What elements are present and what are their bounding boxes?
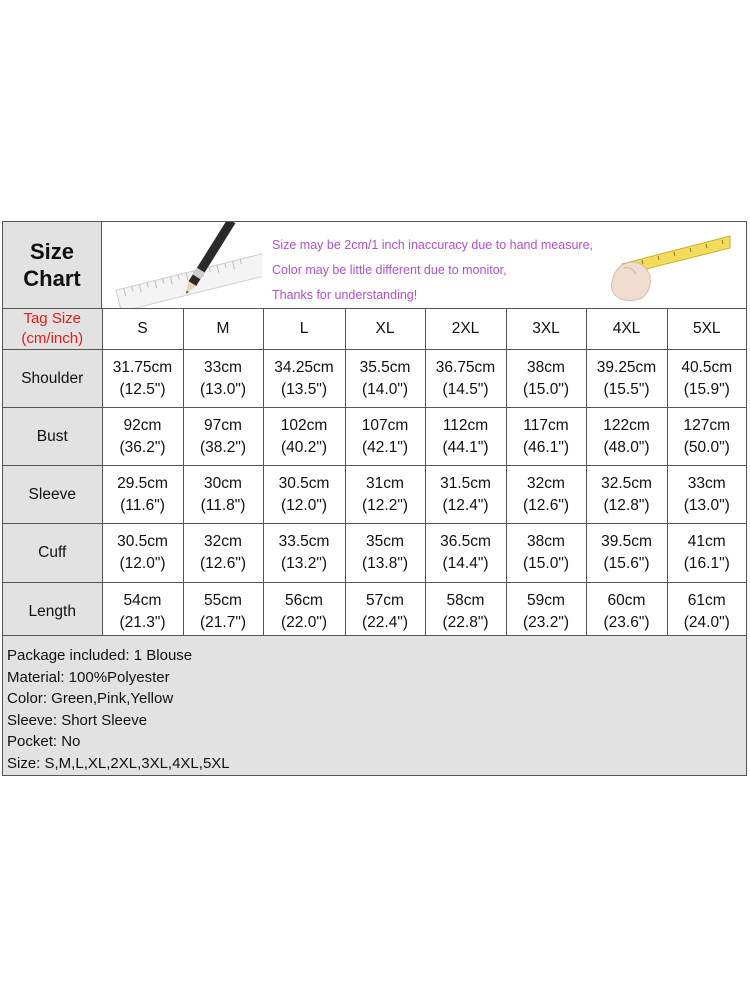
table-row [3,583,746,641]
measurement-cell [102,466,183,524]
title-line-1: Size [29,239,75,264]
measurement-inch: (15.5") [603,380,650,398]
size-header-cell: 5XL [667,309,746,350]
measurement-inch: (40.2") [281,438,327,456]
measurement-cm: 122cm [603,416,650,434]
measurement-cm: 117cm [523,416,569,434]
measurement-cm: 39.25cm [596,358,657,376]
measurement-cell [102,583,183,641]
info-material: Material: 100%Polyester [7,668,170,686]
measurement-cm: 36.75cm [435,358,496,376]
table-row [3,524,746,583]
row-label: Shoulder [3,350,102,408]
measurement-cm: 31.5cm [440,474,491,492]
measurement-cell [345,350,425,408]
measurement-inch: (13.8") [362,555,408,572]
measurement-inch: (16.1") [683,555,730,572]
table-row [3,350,746,408]
measurement-inch: (14.4") [442,555,489,572]
measurement-cell [263,583,345,641]
row-label: Sleeve [3,466,102,524]
measurement-cell [586,583,667,641]
row-label: Length [3,583,102,641]
measurement-cm: 33cm [687,474,726,492]
measurement-cm: 35cm [366,533,404,550]
note-inaccuracy: Size may be 2cm/1 inch inaccuracy due to hand measure, [272,238,594,252]
measurement-cell [425,583,506,641]
tape-measure-icon [602,222,732,308]
info-package: Package included: 1 Blouse [7,647,193,664]
measurement-cm: 56cm [285,591,323,609]
measurement-cm: 60cm [607,591,646,609]
measurement-cm: 38cm [527,358,565,376]
measurement-cell [183,408,263,466]
measurement-cell [263,466,345,524]
row-label: Cuff [3,524,102,583]
tag-size-unit: (cm/inch) [21,330,84,347]
measurement-cell [425,408,506,466]
measurement-cell [667,466,746,524]
measurement-cm: 40.5cm [681,358,733,376]
measurement-cm: 39.5cm [601,533,652,550]
measurement-cell [183,583,263,641]
measurement-cell [345,583,425,641]
measurement-cm: 31cm [366,474,404,492]
measurement-cell [183,350,263,408]
measurement-inch: (22.4") [362,613,408,631]
measurement-cm: 127cm [683,416,731,434]
measurement-cell [506,350,586,408]
note-thanks: Thanks for understanding! [272,288,418,302]
measurement-inch: (21.3") [119,613,166,631]
measurement-inch: (13.5") [281,380,327,398]
measurement-inch: (14.0") [362,380,408,398]
size-chart-title [3,222,102,308]
info-pocket: Pocket: No [7,733,81,751]
measurement-cell [183,466,263,524]
size-chart-header [3,222,746,309]
measurement-cell [425,524,506,583]
measurement-cell [667,524,746,583]
header-banner [102,222,746,308]
measurement-inch: (13.0") [683,496,730,514]
measurement-cell [506,466,586,524]
size-table [3,309,746,641]
size-header-cell: S [102,309,183,350]
size-header-row [3,309,746,350]
table-row [3,466,746,524]
measurement-inch: (15.0") [523,380,569,398]
size-header-cell: L [263,309,345,350]
measurement-inch: (12.2") [362,496,408,514]
measurement-cm: 33cm [204,358,242,376]
measurement-inch: (11.6") [120,496,165,514]
measurement-cm: 97cm [204,416,242,434]
size-header-cell: M [183,309,263,350]
measurement-inch: (46.1") [523,438,569,456]
measurement-inch: (23.6") [603,613,650,631]
measurement-inch: (22.8") [442,613,489,631]
measurement-cm: 35.5cm [359,358,411,376]
measurement-cm: 41cm [687,533,726,550]
measurement-cm: 32cm [527,474,565,492]
note-color: Color may be little different due to monitor, [272,263,507,277]
measurement-cell [183,524,263,583]
measurement-cm: 30.5cm [278,474,330,492]
measurement-cm: 33.5cm [278,533,330,550]
size-header-cell: 3XL [506,309,586,350]
measurement-cm: 55cm [204,591,242,609]
measurement-cell [345,408,425,466]
measurement-cm: 59cm [527,591,565,609]
table-row [3,408,746,466]
size-header-cell: 2XL [425,309,506,350]
measurement-cm: 34.25cm [274,358,334,376]
measurement-inch: (12.0") [281,496,327,514]
title-line-2: Chart [23,266,81,291]
measurement-inch: (13.0") [200,380,246,398]
info-color: Color: Green,Pink,Yellow [7,690,174,708]
measurement-inch: (15.9") [683,380,730,398]
measurement-cell [345,466,425,524]
measurement-cell [102,524,183,583]
measurement-cm: 57cm [366,591,404,609]
measurement-cm: 107cm [361,416,409,434]
measurement-cell [263,350,345,408]
measurement-cell [425,466,506,524]
measurement-cell [102,350,183,408]
measurement-cm: 38cm [527,533,565,550]
measurement-cm: 31.75cm [112,358,173,376]
measurement-cm: 102cm [280,416,328,434]
tag-size-cell [3,309,102,350]
measurement-inch: (11.8") [200,496,246,514]
info-sleeve: Sleeve: Short Sleeve [7,711,148,729]
measurement-cm: 32cm [204,533,242,550]
measurement-cell [506,524,586,583]
measurement-inch: (44.1") [442,438,489,456]
measurement-inch: (42.1") [362,438,408,456]
measurement-inch: (13.2") [281,555,327,572]
measurement-cell [506,583,586,641]
measurement-cell [586,466,667,524]
size-header-cell: XL [345,309,425,350]
measurement-cell [586,350,667,408]
measurement-cell [345,524,425,583]
measurement-inch: (12.6") [523,496,569,514]
measurement-inch: (12.6") [200,555,246,572]
measurement-cm: 30cm [204,474,242,492]
measurement-inch: (23.2") [523,613,569,631]
measurement-cell [586,524,667,583]
measurement-cm: 112cm [442,416,489,434]
measurement-inch: (36.2") [119,438,166,456]
size-chart [2,221,747,776]
measurement-cm: 92cm [123,416,162,434]
measurement-cell [667,583,746,641]
measurement-inch: (12.0") [119,555,166,572]
measurement-cell [667,350,746,408]
measurement-cell [425,350,506,408]
measurement-cm: 32.5cm [601,474,652,492]
measurement-inch: (24.0") [683,613,730,631]
measurement-cell [263,408,345,466]
measurement-cm: 30.5cm [117,533,168,550]
measurement-cm: 58cm [446,591,485,609]
measurement-inch: (12.4") [442,496,489,514]
measurement-inch: (14.5") [442,380,489,398]
measurement-inch: (15.6") [603,555,650,572]
product-info [3,635,746,775]
measurement-cell [506,408,586,466]
measurement-cm: 36.5cm [440,533,491,550]
row-label: Bust [3,408,102,466]
measurement-cell [586,408,667,466]
measurement-cell [667,408,746,466]
measurement-cm: 54cm [123,591,162,609]
measurement-inch: (12.8") [603,496,650,514]
measurement-inch: (12.5") [119,380,166,398]
measurement-inch: (15.0") [523,555,569,572]
measurement-inch: (22.0") [281,613,327,631]
measurement-cm: 61cm [687,591,726,609]
pencil-ruler-icon [102,222,262,308]
tag-size-label: Tag Size [23,310,82,327]
measurement-inch: (48.0") [603,438,650,456]
info-size: Size: S,M,L,XL,2XL,3XL,4XL,5XL [7,754,230,772]
size-header-cell: 4XL [586,309,667,350]
measurement-cell [263,524,345,583]
measurement-inch: (38.2") [200,438,246,456]
measurement-cell [102,408,183,466]
measurement-cm: 29.5cm [117,474,168,492]
measurement-inch: (50.0") [683,438,730,456]
measurement-inch: (21.7") [200,613,246,631]
